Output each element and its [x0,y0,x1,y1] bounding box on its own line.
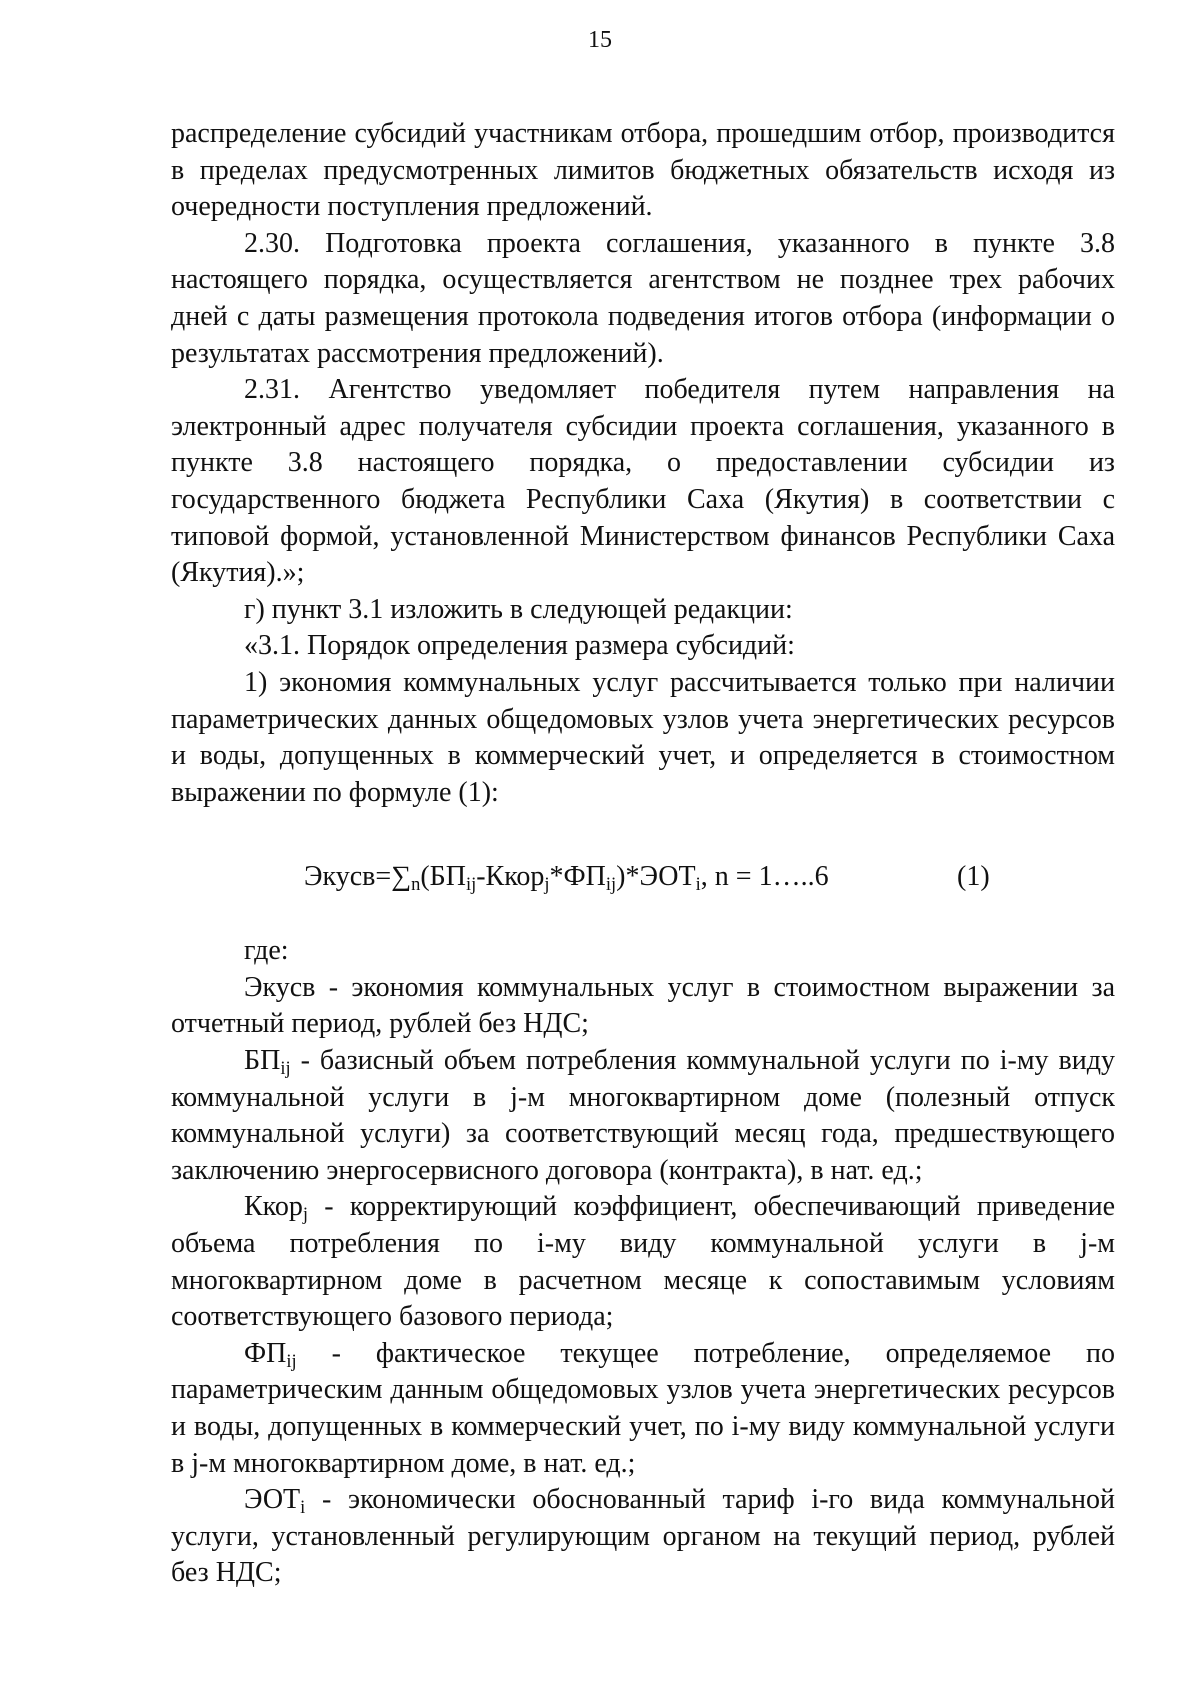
definition-eot: $ЭОТ_i$ - экономически обоснованный тариф i-го вида коммунальной услуги, установленный регулирующим органом на текущий период, рублей без НДС; [171,1484,1115,1589]
definition-fp: $ФП_{ij}$ - фактическое текущее потребление, определяемое по параметрическим данным общедомовых узлов учета энергетических ресурсов и воды, допущенных в коммерческий учет, по i-му виду коммунальной услуги в j-м многоквартирном доме, в нат. ед.; [171,1337,1115,1479]
paragraph-2-31: 2.31. Агентство уведомляет победителя путем направления на электронный адрес получателя субсидии проекта соглашения, указанного в пункте 3.8 настоящего порядка, о предоставлении субсидии из государственного бюджета Республики Саха (Якутия) в соответствии с типовой формой, установленной Министерством финансов Республики Саха (Якутия).»; [171,374,1115,589]
paragraph-continuation: распределение субсидий участникам отбора, прошедшим отбор, производится в пределах предусмотренных лимитов бюджетных обязательств исходя из очередности поступления предложений. [171,118,1115,223]
definition-ekusv: Экусв - экономия коммунальных услуг в стоимостном выражении за отчетный период, рублей без НДС; [171,971,1115,1040]
definition-bp: $БП_{ij}$ - базисный объем потребления коммунальной услуги по i-му виду коммунальной услуги в j-м многоквартирном доме (полезный отпуск коммунальной услуги) за соответствующий месяц года, предшествующего заключению энергосервисного договора (контракта), в нат. ед.; [171,1045,1115,1186]
paragraph-3-1-heading: «3.1. Порядок определения размера субсидий: [244,630,795,662]
formula-block [171,825,1115,921]
document-body [171,116,1115,1592]
paragraph-3-1-item-1: 1) экономия коммунальных услуг рассчитывается только при наличии параметрических данных общедомовых узлов учета энергетических ресурсов и воды, допущенных в коммерческий учет, и определяется в стоимостном выражении по формуле (1): [171,666,1115,808]
formula-expression: $Экусв=\sum_n(БП_{ij}-Ккор_j*ФП_{ij})*ЭОТ_i$, n = 1…..6 [304,861,829,895]
paragraph-item-g: г) пункт 3.1 изложить в следующей редакции: [244,593,793,625]
where-label: где: [244,935,289,967]
paragraph-2-30: 2.30. Подготовка проекта соглашения, указанного в пункте 3.8 настоящего порядка, осуществляется агентством не позднее трех рабочих дней с даты размещения протокола подведения итогов отбора (информации о результатах рассмотрения предложений). [171,227,1115,369]
formula-number: (1) [957,861,990,893]
page-number: 15 [588,27,612,53]
definition-kkor: Ккор$_j$ - корректирующий коэффициент, обеспечивающий приведение объема потребления по i-му виду коммунальной услуги в j-м многоквартирном доме в расчетном месяце к сопоставимым условиям соответствующего базового периода; [171,1191,1115,1333]
